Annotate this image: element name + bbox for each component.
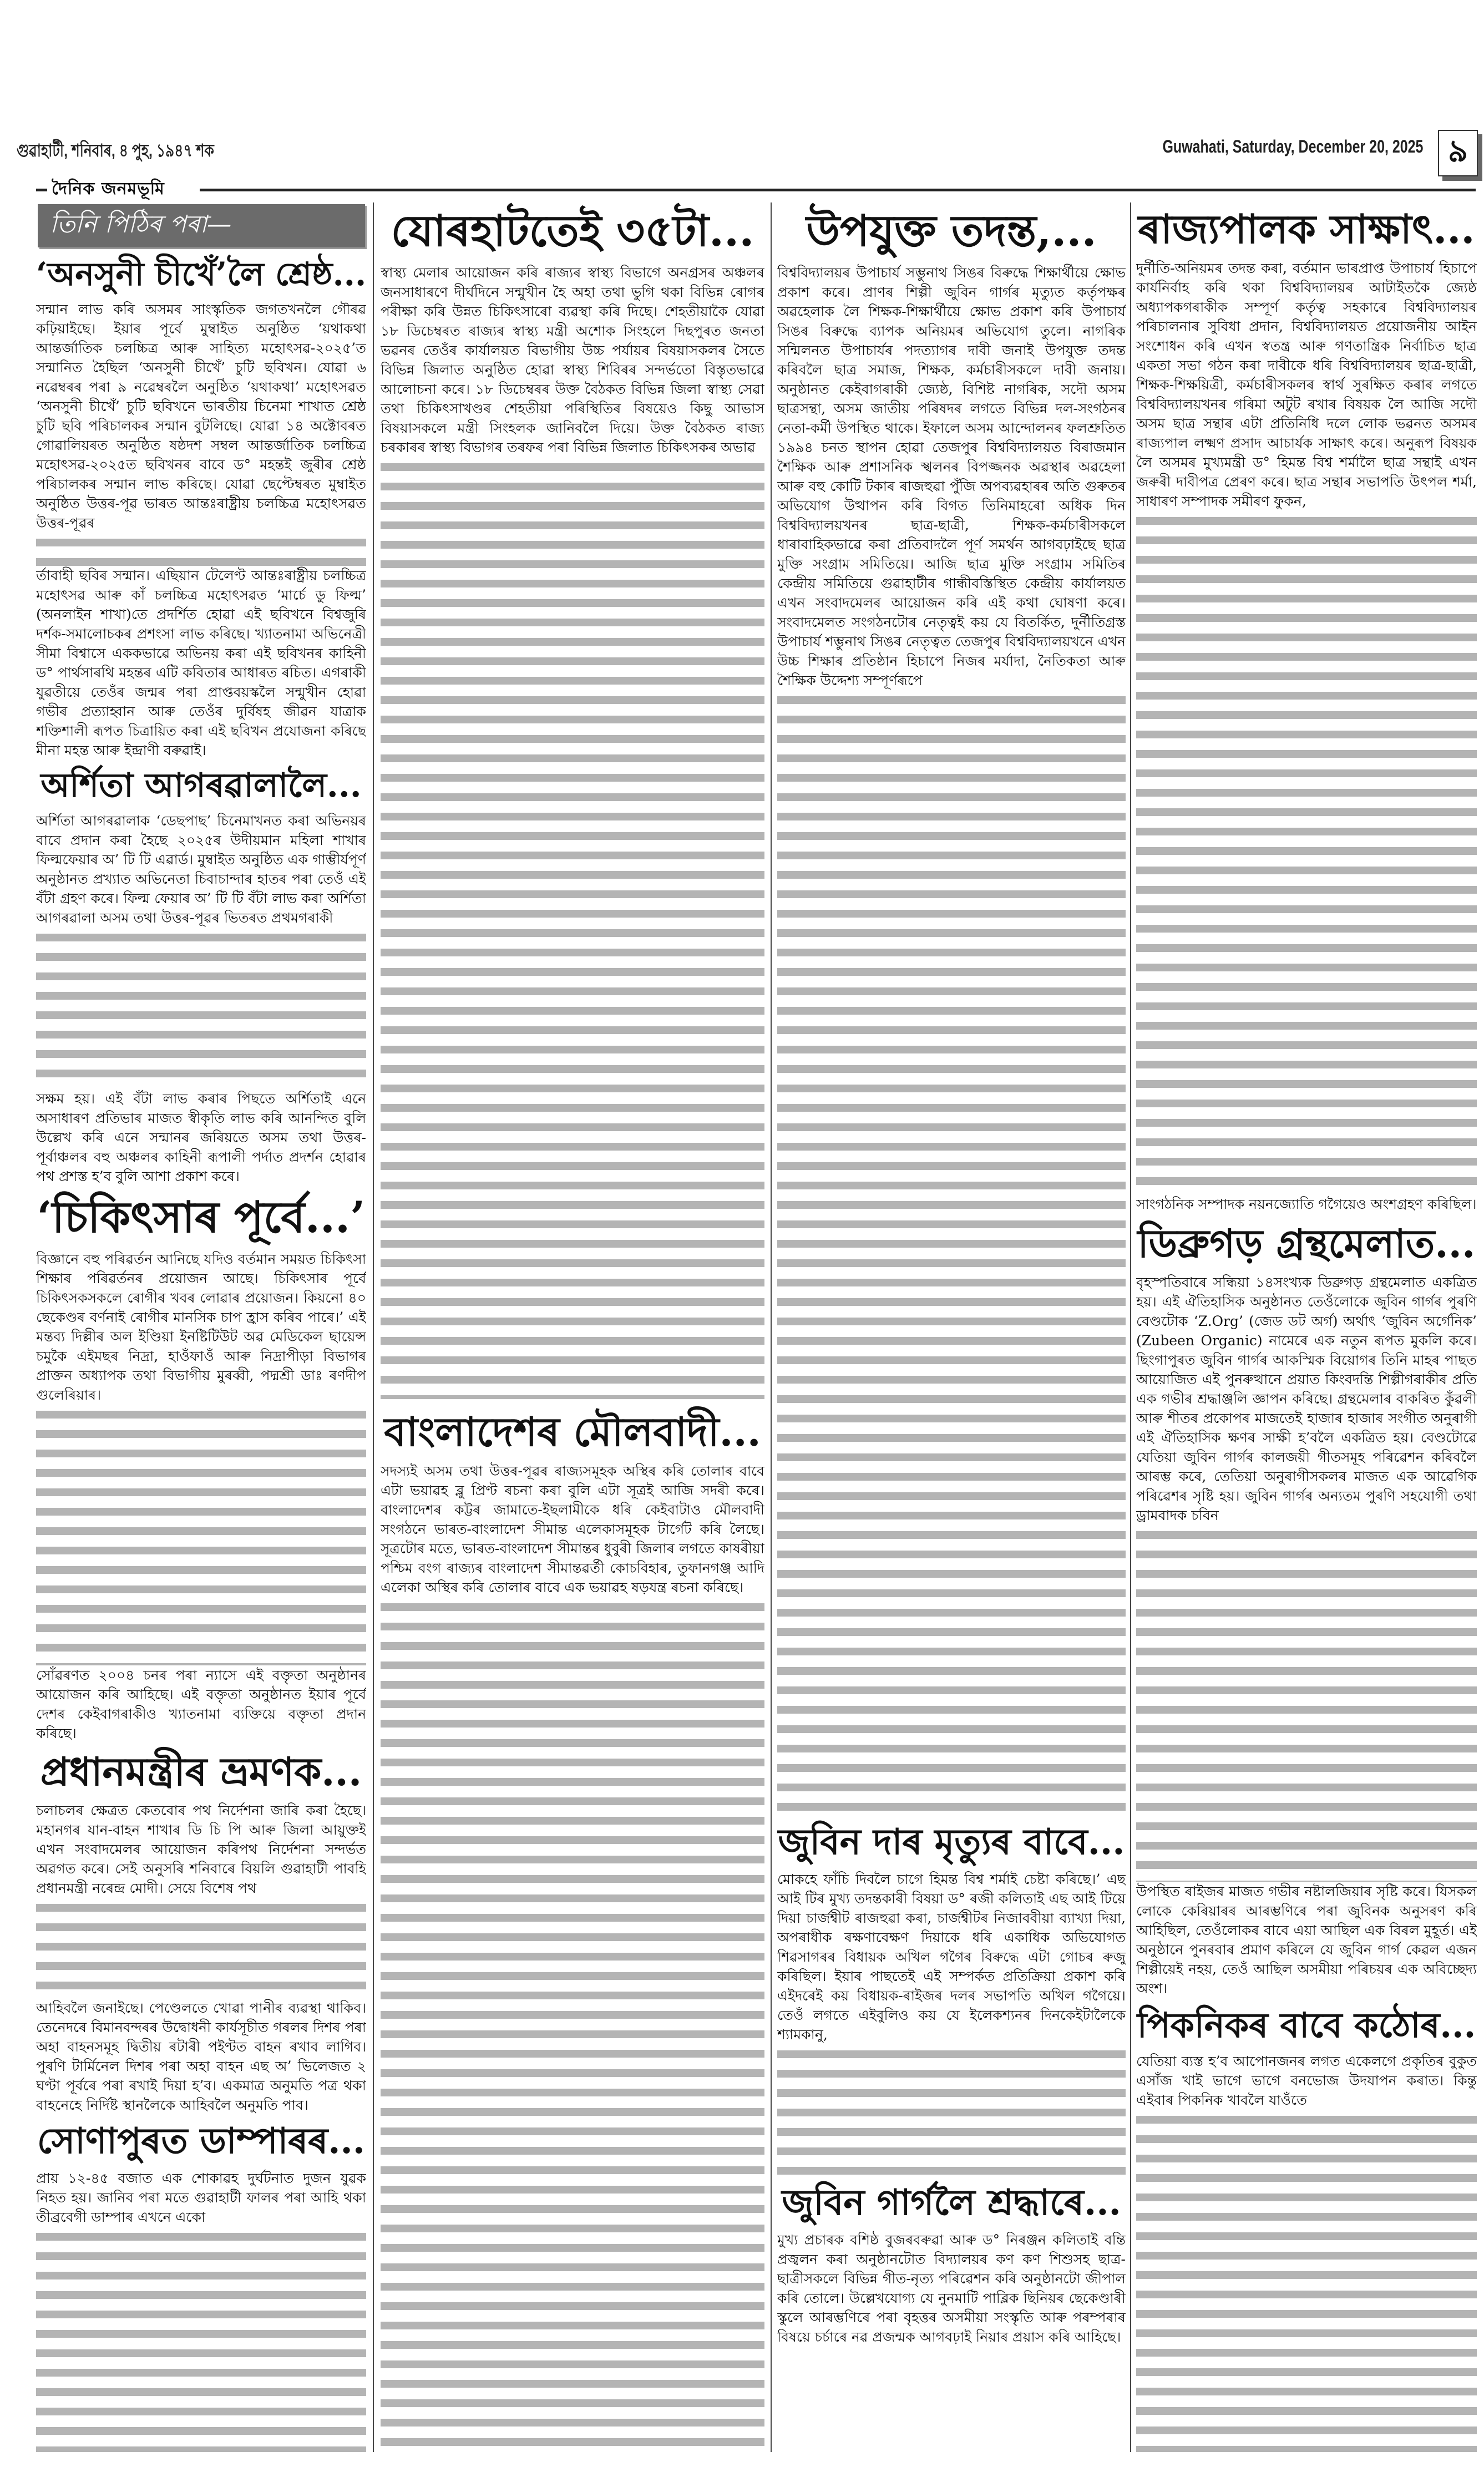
text-continuation [381, 457, 764, 1399]
article-lead: স্বাস্থ্য মেলাৰ আয়োজন কৰি ৰাজ্যৰ স্বাস্থ্য বিভাগে অনগ্ৰসৰ অঞ্চলৰ জনসাধাৰণে দীৰ্ঘদিনে সন্মুখীন হৈ অহা তথা ভুগি থকা বিভিন্ন ৰোগৰ পৰীক্ষা কৰি উন্নত চিকিৎসাৰো ব্যৱস্থা কৰি দিছে। শেহতীয়াকৈ যোৱা ১৮ ডিচেম্বৰত ৰাজ্যৰ স্বাস্থ্য মন্ত্ৰী অশোক সিংহলে দিছপুৰত জনতা ভৱনৰ তেওঁৰ কাৰ্যালয়ত বিভাগীয় উচ্চ পৰ্যায়ৰ বিষয়াসকলৰ সৈতে বিভিন্ন জিলাত অনুষ্ঠিত হোৱা স্বাস্থ্য শিবিৰৰ সন্দৰ্ভতো বিস্তৃতভাৱে আলোচনা কৰে। ১৮ ডিচেম্বৰৰ উক্ত বৈঠকত বিভিন্ন জিলা স্বাস্থ্য সেৱা তথা চিকিৎসাখণ্ডৰ শেহতীয়া পৰিস্থিতিৰ বিষয়েও কিছু আভাস বিষয়াসকলে মন্ত্ৰী সিংহলক জানিবলৈ দিয়ে। উক্ত বৈঠকত ৰাজ্য চৰকাৰৰ স্বাস্থ্য বিভাগৰ তৰফৰ পৰা বিভিন্ন জিলাত চিকিৎসকৰ অভাৱ [381, 264, 764, 455]
article-bangladesh-fundamentalist [381, 1404, 764, 2452]
article-lead: প্ৰায় ১২-৪৫ বজাত এক শোকাৱহ দুৰ্ঘটনাত দুজন যুৱক নিহত হয়। জানিব পৰা মতে গুৱাহাটী ফালৰ পৰা আহি থকা তীব্ৰবেগী ডাম্পাৰ এখনে একো [36, 2170, 366, 2225]
article-lead: মোকহে ফাঁচি দিবলৈ চাগে হিমন্ত বিশ্ব শৰ্মাই চেষ্টা কৰিছে।’ এছ আই টিৰ মুখ্য তদন্তকাৰী বিষয়া ড° ৰজী কলিতাই এছ আই টিয়ে দিয়া চাৰ্জশ্বীট ৰাজহুৱা কৰা, চাৰ্জশ্বীটৰ নিজাববীয়া ব্যাখ্যা দিয়া, অপৰাধীক ৰক্ষণাবেক্ষণ দিয়াকে ধৰি একাধিক অভিযোগত শিৱসাগৰৰ বিধায়ক অখিল গগৈৰ বিৰুদ্ধে এটা গোচৰ ৰুজু কৰিছিল। ইয়াৰ পাছতেই এই সম্পৰ্কত প্ৰতিক্ৰিয়া প্ৰকাশ কৰি এইদৰেই কয় বিধায়ক-ৰাইজৰ দলৰ সভাপতি অখিল গগৈয়ে। তেওঁ লগতে এইবুলিও কয় যে ইলেকশ্যনৰ দিনকেইটালৈকে শ্যামকানু, [777, 1871, 1126, 2043]
headline: পিকনিকৰ বাবে কঠোৰ... [1137, 2005, 1476, 2045]
headline: ‘অনসুনী চীখেঁ’লৈ শ্ৰেষ্ঠ... [36, 255, 366, 293]
article-lead: চলাচলৰ ক্ষেত্ৰত কেতবোৰ পথ নিৰ্দেশনা জাৰি কৰা হৈছে। মহানগৰ যান-বাহন শাখাৰ ডি চি পি আৰু জিলা আয়ুক্তই এখন সংবাদমেলৰ আয়োজন কৰিপথ নিৰ্দেশনা সন্দৰ্ভত অৱগত কৰে। সেই অনুসৰি শনিবাৰে বিয়লি গুৱাহাটী পাবহি প্ৰধানমন্ত্ৰী নৰেন্দ্ৰ মোদী। সেয়ে বিশেষ পথ [36, 1802, 366, 1896]
masthead: দৈনিক জনমভূমি [47, 175, 169, 204]
article-onsuni-cheekhe [36, 251, 366, 760]
article-governor-meeting [1136, 201, 1477, 1214]
headline: জুবিন গাৰ্গলৈ শ্ৰদ্ধাৰে... [782, 2182, 1121, 2223]
headline: অৰ্শিতা আগৰৱালালৈ... [40, 766, 362, 805]
article-lead: সন্মান লাভ কৰি অসমৰ সাংস্কৃতিক জগতখনলৈ গৌৰৱ কঢ়িয়াইছে। ইয়াৰ পূৰ্বে মুম্বাইত অনুষ্ঠিত ‘য়থাকথা আন্তৰ্জাতিক চলচ্চিত্ৰ আৰু সাহিত্য মহোৎসৱ-২০২৫’ত সন্মানিত হৈছিল ‘অনসুনী চীখেঁ’ চুটি ছবিখন। যোৱা ৬ নৱেম্বৰৰ পৰা ৯ নৱেম্বৰলৈ অনুষ্ঠিত ‘য়থাকথা’ মহোৎসৱত ‘অনসুনী চীখেঁ’ চুটি ছবিখনে ভাৰতীয় চিনেমা শাখাত শ্ৰেষ্ঠ চুটি ছবি পৰিচালকৰ সন্মান বুটলিছে। যোৱা ১৪ অক্টোবৰত গোৱালিয়ৰত অনুষ্ঠিত ষষ্ঠদশ সম্বল আন্তৰ্জাতিক চলচ্চিত্ৰ মহোৎসৱ-২০২৫ত ছবিখনৰ বাবে ড° মহন্তই জুৰীৰ শ্ৰেষ্ঠ পৰিচালকৰ সন্মান লাভ কৰিছে। যোৱা ছেপ্টেম্বৰত মুম্বাইত অনুষ্ঠিত উত্তৰ-পূৱ ভাৰত আন্তঃৰাষ্ট্ৰীয় চলচ্চিত্ৰ মহোৎসৱত উত্তৰ-পূৱৰ [36, 301, 366, 531]
article-jorhat-35 [381, 201, 764, 1399]
page-number: ৯ [1438, 130, 1478, 176]
article-tail: সোঁৱৰণত ২০০৪ চনৰ পৰা ন্যাসে এই বক্তৃতা অনুষ্ঠানৰ আয়োজন কৰি আহিছে। এই বক্তৃতা অনুষ্ঠানত ইয়াৰ পূৰ্বে দেশৰ কেইবাগৰাকীও খ্যাতনামা ব্যক্তিয়ে বক্তৃতা প্ৰদান কৰিছে। [36, 1667, 366, 1741]
headline: ‘চিকিৎসাৰ পূৰ্বে...’ [37, 1192, 366, 1243]
column-divider [771, 202, 772, 2452]
article-lead: অৰ্শিতা আগৰৱালাক ‘ডেছপাছ’ চিনেমাখনত কৰা অভিনয়ৰ বাবে প্ৰদান কৰা হৈছে ২০২৫ৰ উদীয়মান মহিলা শাখাৰ ফিল্মফেয়াৰ অ’ টি টি এৱাৰ্ড। মুম্বাইত অনুষ্ঠিত এক গাম্ভীৰ্যপূৰ্ণ অনুষ্ঠানত প্ৰখ্যাত অভিনেতা চিবাচান্দাৰ হাতৰ পৰা তেওঁ এই বঁটা গ্ৰহণ কৰে। ফিল্ম ফেয়াৰ অ’ টি টি বঁটা লাভ কৰা অৰ্শিতা আগৰৱালা অসম তথা উত্তৰ-পূৱৰ ভিতৰত প্ৰথমগৰাকী [36, 813, 366, 926]
text-continuation [1136, 2110, 1477, 2452]
text-continuation [777, 690, 1126, 1815]
headline: জুবিন দাৰ মৃত্যুৰ বাবে... [778, 1821, 1125, 1863]
column-divider [1130, 202, 1131, 2452]
article-tail: ৰ্তাবাহী ছবিৰ সন্মান। এছিয়ান টেলেণ্ট আন্তঃৰাষ্ট্ৰীয় চলচ্চিত্ৰ মহোৎসৱ আৰু কাঁ চলচ্চিত্ৰ মহোৎসৱত ‘মাৰ্চে ডু ফিল্ম’ (অনলাইন শাখা)তে প্ৰদৰ্শিত হোৱা এই ছবিখনে বিশ্বজুৰি দৰ্শক-সমালোচকৰ প্ৰশংসা লাভ কৰিছে। খ্যাতনামা অভিনেত্ৰী সীমা বিশ্বাসে এককভাৱে অভিনয় কৰা এই ছবিখনৰ কাহিনী ড° পাৰ্থসাৰথি মহন্তৰ এটি কবিতাৰ আধাৰত ৰচিত। এগৰাকী যুৱতীয়ে তেওঁৰ জন্মৰ পৰা প্ৰাপ্তবয়স্কলৈ সন্মুখীন হোৱা গভীৰ প্ৰত্যাহ্বান আৰু তেওঁৰ দুৰ্বিষহ জীৱন যাত্ৰাক শক্তিশালী ৰূপত চিত্ৰায়িত কৰা এই ছবিখন প্ৰযোজনা কৰিছে মীনা মহন্ত আৰু ইন্দ্ৰাণী বৰুৱাই। [36, 568, 366, 758]
text-continuation [36, 928, 366, 1089]
text-continuation [381, 1597, 764, 2452]
headline: বাংলাদেশৰ মৌলবাদী... [384, 1408, 761, 1455]
article-tail: সাংগঠনিক সম্পাদক নয়নজ্যোতি গগৈয়েও অংশগ্ৰহণ কৰিছিল। [1136, 1196, 1477, 1212]
text-continuation [1136, 1525, 1477, 1882]
article-tribute-zubeen-garg [777, 2177, 1126, 2452]
headline: ৰাজ্যপালক সাক্ষাৎ... [1138, 205, 1475, 252]
article-sonapur-dumper [36, 2116, 366, 2452]
article-tail: সক্ষম হয়। এই বঁটা লাভ কৰাৰ পিছতে অৰ্শিতাই এনে অসাধাৰণ প্ৰতিভাৰ মাজত স্বীকৃতি লাভ কৰি আনন্দিত বুলি উল্লেখ কৰি এনে সন্মানৰ জৰিয়তে অসম তথা উত্তৰ-পূৰ্বাঞ্চলৰ বহু অঞ্চলৰ কাহিনী ৰূপালী পৰ্দাত প্ৰদৰ্শন হোৱাৰ পথ প্ৰশস্ত হ’ব বুলি আশা প্ৰকাশ কৰে। [36, 1091, 366, 1184]
text-continuation [36, 2227, 366, 2452]
continued-from-page-label: তিনি পিঠিৰ পৰা— [38, 204, 365, 247]
article-tail: উপস্থিত ৰাইজৰ মাজত গভীৰ নষ্টালজিয়াৰ সৃষ্টি কৰে। যিসকল লোকে কেৰিয়াৰৰ আৰম্ভণিৰে পৰা জুবিনক অনুসৰণ কৰি আহিছিল, তেওঁলোকৰ বাবে এয়া আছিল এক বিৰল মুহূৰ্ত। এই অনুষ্ঠানে পুনৰবাৰ প্ৰমাণ কৰিলে যে জুবিন গাৰ্গ কেৱল এজন শিল্পীয়েই নহয়, তেওঁ আছিল অসমীয়া পৰিচয়ৰ এক অবিচ্ছেদ্য অংশ। [1136, 1883, 1477, 1997]
article-lead: মুখ্য প্ৰচাৰক বশিষ্ঠ বুজৰবৰুৱা আৰু ড° নিৰঞ্জন কলিতাই বন্তি প্ৰজ্বলন কৰা অনুষ্ঠানটোত বিদ্যালয়ৰ কণ কণ শিশুসহ ছাত্ৰ-ছাত্ৰীসকলে বিভিন্ন গীত-নৃত্য পৰিৱেশন কৰি অনুষ্ঠানটো জীপাল কৰি তোলে। উল্লেখযোগ্য যে নুনমাটি পাব্লিক ছিনিয়ৰ ছেকেণ্ডাৰী স্কুলে আৰম্ভণিৰে পৰা বৃহত্তৰ অসমীয়া সংস্কৃতি আৰু পৰম্পৰাৰ বিষয়ে চৰ্চাৰে নৱ প্ৰজন্মক আগবঢ়াই নিয়াৰ প্ৰয়াস কৰি আহিছে। [777, 2231, 1126, 2345]
text-continuation [36, 1898, 366, 1998]
headline: প্ৰধানমন্ত্ৰীৰ ভ্ৰমণক... [40, 1749, 362, 1795]
text-continuation [1136, 511, 1477, 1194]
date-assamese: গুৱাহাটী, শনিবাৰ, ৪ পুহ, ১৯৪৭ শক [17, 140, 214, 160]
masthead-rule-left [36, 189, 47, 191]
article-zubeen-death [777, 1817, 1126, 2175]
article-lead: দুৰ্নীতি-অনিয়মৰ তদন্ত কৰা, বৰ্তমান ভাৰপ্ৰাপ্ত উপাচাৰ্য হিচাপে কাৰ্যনিৰ্বাহ কৰি থকা বিশ্ববিদ্যালয়ৰ আটাইতকৈ জ্যেষ্ঠ অধ্যাপকগৰাকীক সম্পূৰ্ণ কৰ্তৃত্ব সহকাৰে বিশ্ববিদ্যালয়ৰ পৰিচালনাৰ সুবিধা প্ৰদান, বিশ্ববিদ্যালয়ত প্ৰয়োজনীয় আইন সংশোধন কৰি এখন স্বতন্ত্ৰ আৰু গণতান্ত্ৰিক নিৰ্বাচিত ছাত্ৰ একতা সভা গঠন কৰা দাবীকে ধৰি বিশ্ববিদ্যালয়ৰ ছাত্ৰ-ছাত্ৰী, শিক্ষক-শিক্ষয়িত্ৰী, কৰ্মচাৰীসকলৰ স্বাৰ্থ সুৰক্ষিত কৰাৰ লগতে বিশ্ববিদ্যালয়খনৰ গৰিমা অটুট ৰখাৰ বিষয়ক লৈ আজি সদৌ অসম ছাত্ৰ সন্থাৰ এটা প্ৰতিনিধি দলে লোক ভৱনত অসমৰ ৰাজ্যপাল লক্ষ্মণ প্ৰসাদ আচাৰ্যক সাক্ষাৎ কৰে। অনুৰূপ বিষয়ক লৈ অসমৰ মুখ্যমন্ত্ৰী ড° হিমন্ত বিশ্ব শৰ্মালৈ ছাত্ৰ সন্থাই এখন জৰুৰী দাবীপত্ৰ প্ৰেৰণ কৰে। ছাত্ৰ সন্থাৰ সভাপতি উৎপল শৰ্মা, সাধাৰণ সম্পাদক সমীৰণ ফুকন, [1136, 260, 1477, 510]
column-divider [373, 202, 374, 2452]
article-dibrugarh-book-fair [1136, 1216, 1477, 1998]
article-lead: যেতিয়া ব্যস্ত হ’ব আপোনজনৰ লগত একেলগে প্ৰকৃতিৰ বুকুত এসাঁজ খাই ভাগে ভাগে বনভোজ উদযাপন কৰাত। কিন্তু এইবাৰ পিকনিক খাবলৈ যাওঁতে [1136, 2053, 1477, 2109]
date-english: Guwahati, Saturday, December 20, 2025 [1162, 136, 1423, 156]
text-continuation [777, 2044, 1126, 2175]
article-lead: বিশ্ববিদ্যালয়ৰ উপাচাৰ্য সম্ভুনাথ সিঙৰ বিৰুদ্ধে শিক্ষাৰ্থীয়ে ক্ষোভ প্ৰকাশ কৰে। প্ৰাণৰ শিল্পী জুবিন গাৰ্গৰ মৃত্যুত কৰ্তৃপক্ষৰ অৱহেলাক লৈ শিক্ষক-শিক্ষাৰ্থীয়ে ক্ষোভ প্ৰকাশ কৰি উপাচাৰ্য সিঙৰ বিৰুদ্ধে ব্যাপক অনিয়মৰ অভিযোগ তুলে। নাগৰিক সন্মিলনত উপাচাৰ্যৰ পদত্যাগৰ দাবী জনাই উপযুক্ত তদন্ত কৰিবলৈ ছাত্ৰ সমাজ, শিক্ষক, কৰ্মচাৰীসকলে দাবী জনায়। অনুষ্ঠানত কেইবাগৰাকী জ্যেষ্ঠ, বিশিষ্ট নাগৰিক, সদৌ অসম ছাত্ৰসন্থা, অসম জাতীয় পৰিষদৰ লগতে বিভিন্ন দল-সংগঠনৰ নেতা-কৰ্মী উপস্থিত থাকে। ইফালে অসম আন্দোলনৰ ফলশ্ৰুতিত ১৯৯৪ চনত স্থাপন হোৱা তেজপুৰ বিশ্ববিদ্যালয়ত বিৰাজমান শৈক্ষিক আৰু প্ৰশাসনিক স্খলনৰ বিপজ্জনক অৱস্থাৰ অৱহেলা আৰু বহু কোটি টকাৰ ৰাজহুৱা পুঁজি অপব্যৱহাৰৰ অতি গুৰুতৰ অভিযোগ উত্থাপন কৰি বিগত তিনিমাহৰো অধিক দিন বিশ্ববিদ্যালয়খনৰ ছাত্ৰ-ছাত্ৰী, শিক্ষক-কৰ্মচাৰীসকলে ধাৰাবাহিকভাৱে কৰা প্ৰতিবাদলৈ পূৰ্ণ সমৰ্থন আগবঢ়াইছে ছাত্ৰ মুক্তি সংগ্ৰাম সমিতিয়ে। আজি ছাত্ৰ মুক্তি সংগ্ৰাম সমিতিৰ কেন্দ্ৰীয় সমিতিয়ে গুৱাহাটীৰ গান্ধীবস্তিস্থিত কেন্দ্ৰীয় কাৰ্যালয়ত এখন সংবাদমেলৰ আয়োজন কৰি এই কথা ঘোষণা কৰে। সংবাদমেলত সংগঠনটোৰ নেতৃত্বই কয় যে বিতৰ্কিত, দুৰ্নীতিগ্ৰস্ত উপাচাৰ্য শম্ভুনাথ সিঙৰ নেতৃত্বত তেজপুৰ বিশ্ববিদ্যালয়খনে এখন উচ্চ শিক্ষাৰ প্ৰতিষ্ঠান হিচাপে নিজৰ মৰ্যাদা, নৈতিকতা আৰু শৈক্ষিক উদ্দেশ্য সম্পূৰ্ণৰূপে [777, 264, 1126, 688]
article-before-treatment [36, 1187, 366, 1743]
article-pm-visit [36, 1744, 366, 2115]
article-tail: আহিবলৈ জনাইছে। পেণ্ডেলতে খোৱা পানীৰ ব্যৱস্থা থাকিব। তেনেদৰে বিমানবন্দৰৰ উদ্বোধনী কাৰ্যসূচীত গৰলৰ দিশৰ পৰা অহা বাহনসমূহ দ্বিতীয় ৰটাৰী পইণ্টত বাহন ৰখাব লাগিব। পুৰণি টাৰ্মিনেল দিশৰ পৰা অহা বাহন এছ অ’ ভিলেজত ২ ঘণ্টা পূৰ্বৰে পৰা ৰখাই দিয়া হ’ব। একমাত্ৰ অনুমতি পত্ৰ থকা বাহনেহে নিৰ্দিষ্ট স্থানলৈকে আহিবলৈ অনুমতি পাব। [36, 2000, 366, 2113]
article-arshita-agarwala [36, 761, 366, 1186]
article-lead: বিজ্ঞানে বহু পৰিৱৰ্তন আনিছে যদিও বৰ্তমান সময়ত চিকিৎসা শিক্ষাৰ পৰিৱৰ্তনৰ প্ৰয়োজন আছে। চিকিৎসাৰ পূৰ্বে চিকিৎসকসকলে ৰোগীৰ খবৰ লোৱাৰ প্ৰয়োজন। কিয়নো ৪০ ছেকেণ্ডৰ বৰ্ণনাই ৰোগীৰ মানসিক চাপ হ্ৰাস কৰিব পাৰে।’ এই মন্তব্য দিল্লীৰ অল ইণ্ডিয়া ইনষ্টিটিউট অৱ মেডিকেল ছায়েন্স চমুকৈ এইমছৰ নিদ্ৰা, হাওঁফাওঁ আৰু নিদ্ৰাপীড়া বিভাগৰ প্ৰাক্তন অধ্যাপক তথা বিভাগীয় মুৰব্বী, পদ্মশ্ৰী ডাঃ ৰণদীপ গুলেৰিয়াৰ। [36, 1250, 366, 1403]
headline: যোৰহাটতেই ৩৫টা... [391, 206, 754, 256]
article-picnic-strict [1136, 2000, 1477, 2452]
article-proper-investigation [777, 201, 1126, 1815]
headline: ডিব্ৰুগড় গ্ৰন্থমেলাত... [1137, 1220, 1476, 1267]
headline: উপযুক্ত তদন্ত,... [806, 206, 1097, 256]
masthead-rule-right [200, 189, 1476, 191]
text-continuation [36, 1405, 366, 1665]
headline: সোণাপুৰত ডাম্পাৰৰ... [37, 2120, 366, 2162]
text-continuation [36, 533, 366, 566]
article-lead: সদস্যই অসম তথা উত্তৰ-পূৱৰ ৰাজ্যসমূহক অস্থিৰ কৰি তোলাৰ বাবে এটা ভয়াৱহ ব্লু প্ৰিণ্ট ৰচনা কৰা বুলি এটা সূত্ৰই আজি সদৰী কৰে। বাংলাদেশৰ কট্টৰ জামাতে-ইছলামীকে ধৰি কেইবাটাও মৌলবাদী সংগঠনে ভাৰত-বাংলাদেশ সীমান্ত এলেকাসমূহক টাৰ্গেট কৰি লৈছে। সূত্ৰটোৰ মতে, ভাৰত-বাংলাদেশ সীমান্তৰ ধুবুৰী জিলাৰ লগতে কাষৰীয়া পশ্চিম বংগ ৰাজ্যৰ বাংলাদেশ সীমান্তৱৰ্তী কোচবিহাৰ, তুফানগঞ্জ আদি এলেকা অস্থিৰ কৰি তোলাৰ বাবে এক ভয়াৱহ ষড়যন্ত্ৰ ৰচনা কৰিছে। [381, 1463, 764, 1596]
article-lead: বৃহস্পতিবাৰে সন্ধিয়া ১৪সংখ্যক ডিব্ৰুগড় গ্ৰন্থমেলাত একত্ৰিত হয়। এই ঐতিহাসিক অনুষ্ঠানত তেওঁলোকে জুবিন গাৰ্গৰ পুৰণি বেণ্ডটোক ‘Z.Org’ (জেড ডট অৰ্গ) অৰ্থাৎ ‘জুবিন অৰ্গেনিক’ (Zubeen Organic) নামেৰে এক নতুন ৰূপত মুকলি কৰে। ছিংগাপুৰত জুবিন গাৰ্গৰ আকস্মিক বিয়োগৰ তিনি মাহৰ পাছত আয়োজিত এই পুনৰুত্থানে প্ৰয়াত কিংবদন্তি শিল্পীগৰাকীৰ প্ৰতি এক গভীৰ শ্ৰদ্ধাঞ্জলি জ্ঞাপন কৰিছে। গ্ৰন্থমেলাৰ বাকৰিত কুঁৱলী আৰু শীতৰ প্ৰকোপৰ মাজতেই হাজাৰ হাজাৰ সংগীত অনুৰাগী এই ঐতিহাসিক ক্ষণৰ সাক্ষী হ’বলৈ একত্ৰিত হয়। বেণ্ডটোৱে যেতিয়া জুবিন গাৰ্গৰ কালজয়ী গীতসমূহ পৰিৱেশন কৰিবলৈ আৰম্ভ কৰে, তেতিয়া অনুৰাগীসকলৰ মাজত এক আৱেগিক পৰিৱেশৰ সৃষ্টি হয়। জুবিন গাৰ্গৰ অন্যতম পুৰণি সহযোগী তথা ড্ৰামবাদক চবিন [1136, 1274, 1477, 1523]
